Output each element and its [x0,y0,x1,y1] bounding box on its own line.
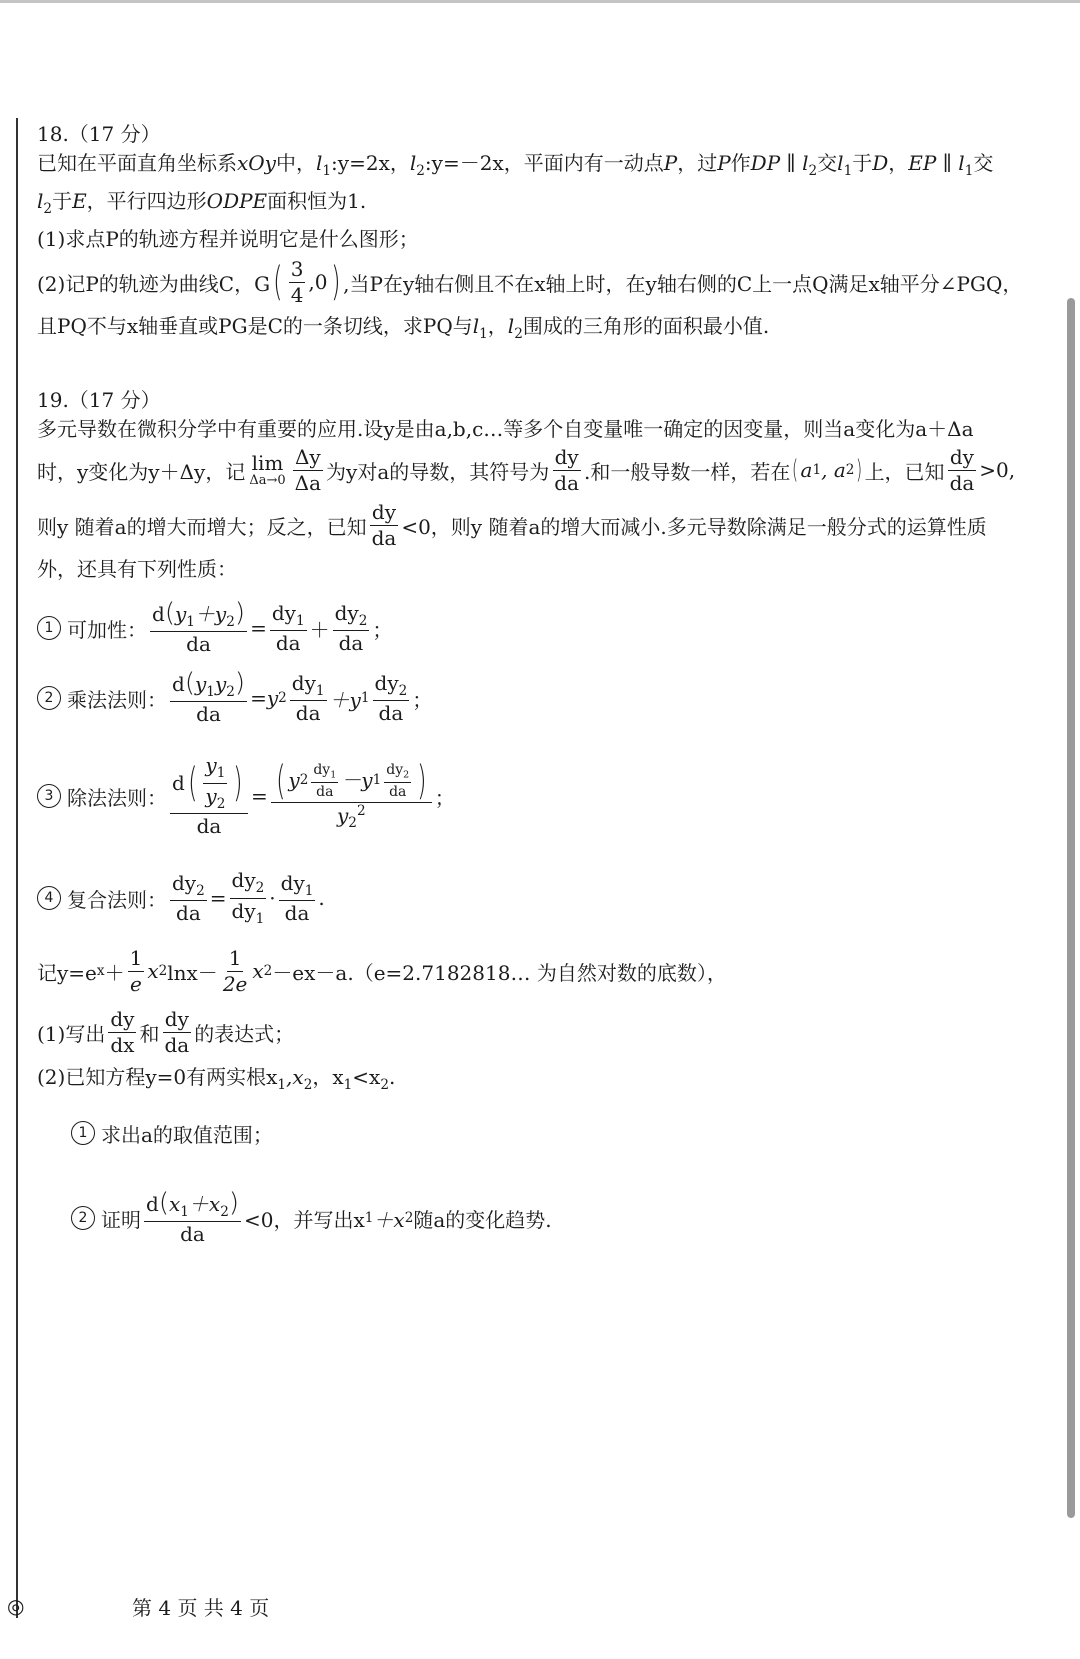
circled-number: 2 [71,1206,95,1230]
q18-part-1: (1)求点P的轨迹方程并说明它是什么图形； [37,226,419,251]
circled-number: 1 [37,616,61,640]
q18-part-2-cont: 且PQ不与x轴垂直或PG是C的一条切线，求PQ与$l_1$，$l_2$围成的三角形的面积最小值. [37,313,770,342]
scrollbar-thumb[interactable] [1067,298,1075,1518]
rule-quotient: 3 除法法则： d ( $\frac{y_1}{y_2}$ ) da = ( y 2 $\frac{dy_1}{da}$ －y 1 $\frac{dy_2}{da}$ ) $y_2^2$ ； [37,734,1037,858]
question-18 [37,120,1037,348]
rule-product: 2 乘法法则： $\frac{d(y_1y_2)}{da}$ =y 2 $\frac{dy_1}{da}$ ＋y 1 $\frac{dy_2}{da}$ ； [37,662,1037,734]
circle-mark-icon: ◎ [7,1594,25,1618]
q19-part-2-sub-2: 2 证明 $\frac{d(x_1+x_2)}{da}$ <0，并写出x 1 ＋x 2 随a的变化趋势. [71,1178,1037,1258]
q19-intro-3: 则y 随着a的增大而增大；反之，已知 $\frac{dy}{da}$ <0，则y 随着a的增大而减小.多元导数除满足一般分式的运算性质 [37,499,987,550]
q19-part-2: (2)已知方程y=0有两实根$x_1,x_2$，$x_1<x_2$. [37,1065,396,1093]
circled-number: 4 [37,886,61,910]
left-margin-line [16,118,18,1618]
q19-intro-2: 时，y变化为y＋Δy，记 lim Δa→0 $\frac{\Delta y}{\Delta a}$ 为y对a的导数，其符号为 $\frac{dy}{da}$ .和一般导数一样，若在 ( a 1 , a 2 ) 上，已知 $\frac{dy}{da}$ >0, [37,444,1016,495]
exam-content [37,120,1037,1258]
limit-symbol: lim Δa→0 [249,451,286,489]
fraction-3-4: $\frac{3}{4}$ [290,256,304,307]
question-19 [37,386,1037,1258]
circled-number: 3 [37,784,61,808]
circled-number: 2 [37,686,61,710]
top-edge [0,0,1080,3]
question-18-header: 18.（17 分） [37,122,161,146]
function-definition: 记y=e x ＋ $\frac{1}{e}$ x 2 lnx－ $\frac{1}{2e}$ x 2 －ex－a.（e=2.7182818… 为自然对数的底数）， [37,945,727,996]
question-19-header: 19.（17 分） [37,388,161,413]
q18-line-2: $l_2$于E，平行四边形ODPE面积恒为1. [37,188,367,217]
rule-additivity: 1 可加性： $\frac{d(y_1+y_2)}{da}$ = $\frac{dy_1}{da}$ ＋ $\frac{dy_2}{da}$ ； [37,594,1037,662]
q18-line-1: 已知在平面直角坐标系xOy中，$l_1:y=2x$，$l_2:y=-2x$，平面内有一动点P，过P作DP ∥ $l_2$交$l_1$于D，EP ∥ $l_1$交 [37,151,994,179]
q19-intro-4: 外，还具有下列性质： [37,557,237,582]
q19-intro-1: 多元导数在微积分学中有重要的应用.设y是由a,b,c…等多个自变量唯一确定的因变量，则当a变化为a＋Δa [37,417,974,442]
q19-part-1: (1)写出 $\frac{dy}{dx}$ 和 $\frac{dy}{da}$ 的表达式； [37,1006,295,1057]
rule-chain: 4 复合法则： $\frac{dy_2}{da}$ = $\frac{dy_2}{dy_1}$ · $\frac{dy_1}{da}$ . [37,858,1037,938]
page-footer [0,1590,1080,1630]
circled-number: 1 [71,1121,95,1145]
q18-part-2: (2)记P的轨迹为曲线C，G ( $\frac{3}{4}$ ,0 ) ,当P在y轴右侧且不在x轴上时，在y轴右侧的C上一点Q满足x轴平分∠PGQ， [37,256,1023,307]
page-number: 第 4 页 共 4 页 [132,1596,270,1620]
q19-part-2-sub-1: 1 求出a的取值范围； [71,1110,1037,1156]
